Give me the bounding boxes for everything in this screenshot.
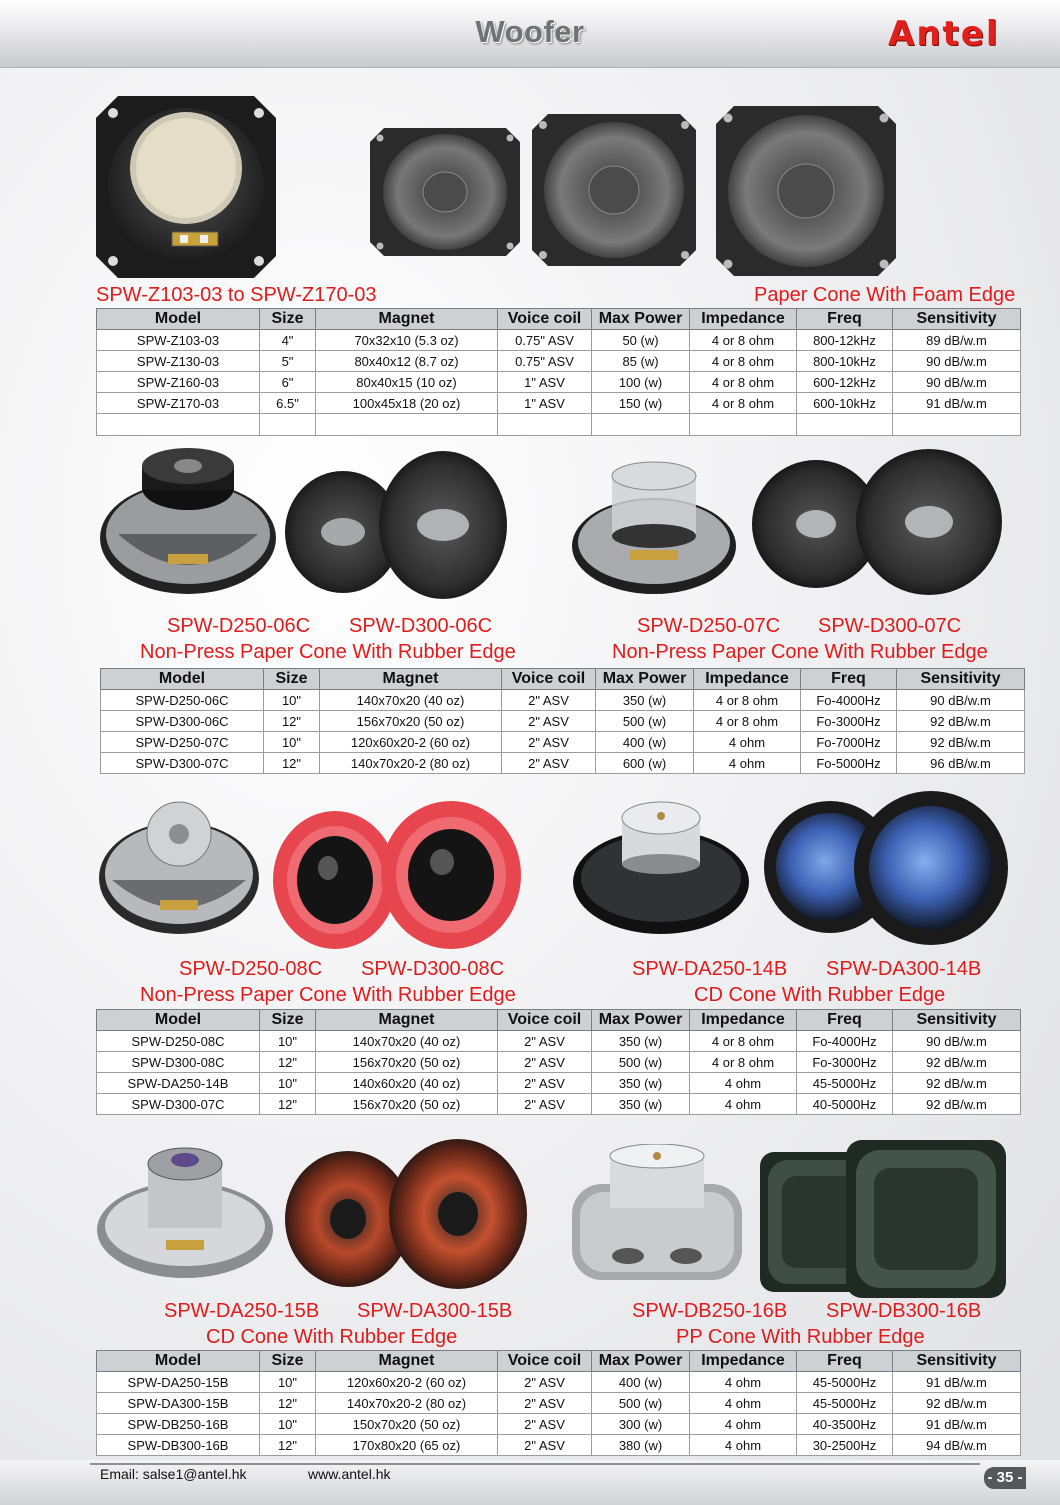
cell-model: SPW-D300-06C bbox=[101, 711, 264, 732]
page-number: - 35 - bbox=[984, 1467, 1026, 1489]
model-spw-d300-08c: SPW-D300-08C bbox=[361, 958, 505, 980]
cell-max-power: 500 (w) bbox=[592, 1052, 690, 1073]
cell-model: SPW-D250-06C bbox=[101, 690, 264, 711]
cell-model: SPW-D300-07C bbox=[97, 1094, 260, 1115]
col-magnet: Magnet bbox=[316, 309, 498, 330]
cell-voice-coil: 2" ASV bbox=[498, 1094, 592, 1115]
col-max-power: Max Power bbox=[596, 669, 694, 690]
cell-sensitivity: 91 dB/w.m bbox=[893, 1414, 1021, 1435]
cell-impedance: 4 or 8 ohm bbox=[694, 690, 801, 711]
cell-size: 6.5" bbox=[260, 393, 316, 414]
woofer-photo-da250-15b-rear bbox=[96, 1134, 274, 1282]
cell-size: 10" bbox=[264, 690, 320, 711]
cell-model: SPW-Z103-03 bbox=[97, 330, 260, 351]
col-magnet: Magnet bbox=[320, 669, 502, 690]
table-row bbox=[97, 1435, 1021, 1456]
cell-model: SPW-DB250-16B bbox=[97, 1414, 260, 1435]
table-row bbox=[97, 1372, 1021, 1393]
cell-voice-coil: 2" ASV bbox=[502, 732, 596, 753]
model-spw-da250-14b: SPW-DA250-14B bbox=[632, 958, 788, 980]
section1-cone-type: Paper Cone With Foam Edge bbox=[754, 284, 1016, 306]
woofer-photo-d300-07c-front bbox=[854, 446, 1004, 598]
col-freq: Freq bbox=[797, 309, 893, 330]
cell-impedance: 4 ohm bbox=[690, 1393, 797, 1414]
col-freq: Freq bbox=[797, 1351, 893, 1372]
cell-model: SPW-D300-07C bbox=[101, 753, 264, 774]
col-model: Model bbox=[101, 669, 264, 690]
col-voice-coil: Voice coil bbox=[498, 1351, 592, 1372]
col-magnet: Magnet bbox=[316, 1351, 498, 1372]
cell-max-power: 350 (w) bbox=[592, 1094, 690, 1115]
section2-right-desc: Non-Press Paper Cone With Rubber Edge bbox=[612, 641, 988, 663]
cell-max-power: 400 (w) bbox=[592, 1372, 690, 1393]
woofer-photo-d300-08c-front bbox=[380, 800, 522, 950]
cell-size: 12" bbox=[260, 1052, 316, 1073]
cell-max-power: 600 (w) bbox=[596, 753, 694, 774]
cell-model: SPW-D300-08C bbox=[97, 1052, 260, 1073]
cell-voice-coil: 2" ASV bbox=[498, 1073, 592, 1094]
spec-table-2 bbox=[100, 668, 1025, 774]
col-size: Size bbox=[260, 1010, 316, 1031]
cell-voice-coil: 2" ASV bbox=[502, 753, 596, 774]
cell-impedance: 4 or 8 ohm bbox=[690, 372, 797, 393]
woofer-photo-d250-08c-rear bbox=[98, 800, 260, 936]
cell-impedance: 4 ohm bbox=[690, 1435, 797, 1456]
model-spw-d250-07c: SPW-D250-07C bbox=[637, 615, 781, 637]
model-spw-db250-16b: SPW-DB250-16B bbox=[632, 1300, 788, 1322]
spec-table-4 bbox=[96, 1350, 1021, 1456]
woofer-photo-db300-16b-front bbox=[846, 1140, 1006, 1298]
cell-impedance: 4 or 8 ohm bbox=[690, 330, 797, 351]
cell-freq: 800-10kHz bbox=[797, 351, 893, 372]
cell-max-power: 150 (w) bbox=[592, 393, 690, 414]
cell-max-power: 85 (w) bbox=[592, 351, 690, 372]
cell-freq: Fo-3000Hz bbox=[801, 711, 897, 732]
col-voice-coil: Voice coil bbox=[498, 309, 592, 330]
section4-left-desc: CD Cone With Rubber Edge bbox=[206, 1326, 458, 1348]
woofer-photo-6in bbox=[716, 106, 896, 276]
woofer-photo-da300-15b-front bbox=[388, 1138, 528, 1290]
cell-sensitivity: 90 dB/w.m bbox=[893, 1031, 1021, 1052]
cell-size: 10" bbox=[260, 1372, 316, 1393]
cell-freq: 600-10kHz bbox=[797, 393, 893, 414]
col-voice-coil: Voice coil bbox=[498, 1010, 592, 1031]
cell-size: 12" bbox=[260, 1094, 316, 1115]
cell-freq: Fo-3000Hz bbox=[797, 1052, 893, 1073]
table-row bbox=[97, 351, 1021, 372]
col-size: Size bbox=[260, 309, 316, 330]
table-row bbox=[101, 690, 1025, 711]
table-row bbox=[97, 372, 1021, 393]
table-row bbox=[97, 330, 1021, 351]
cell-magnet: 120x60x20-2 (60 oz) bbox=[316, 1372, 498, 1393]
col-impedance: Impedance bbox=[690, 309, 797, 330]
cell-freq: 45-5000Hz bbox=[797, 1393, 893, 1414]
cell-model: SPW-D250-08C bbox=[97, 1031, 260, 1052]
col-sensitivity: Sensitivity bbox=[897, 669, 1025, 690]
page-title: Woofer bbox=[475, 14, 585, 49]
model-spw-d250-08c: SPW-D250-08C bbox=[179, 958, 323, 980]
cell-max-power: 100 (w) bbox=[592, 372, 690, 393]
model-spw-da300-14b: SPW-DA300-14B bbox=[826, 958, 982, 980]
woofer-photo-5in bbox=[532, 114, 696, 266]
footer-divider bbox=[90, 1463, 980, 1465]
col-voice-coil: Voice coil bbox=[502, 669, 596, 690]
table-header-row bbox=[97, 309, 1021, 330]
cell-size: 10" bbox=[260, 1073, 316, 1094]
section4-right-desc: PP Cone With Rubber Edge bbox=[676, 1326, 925, 1348]
cell-magnet: 140x70x20-2 (80 oz) bbox=[316, 1393, 498, 1414]
cell-freq: Fo-4000Hz bbox=[797, 1031, 893, 1052]
cell-sensitivity: 92 dB/w.m bbox=[893, 1094, 1021, 1115]
cell-magnet: 156x70x20 (50 oz) bbox=[316, 1052, 498, 1073]
cell-magnet: 170x80x20 (65 oz) bbox=[316, 1435, 498, 1456]
table-row bbox=[97, 1393, 1021, 1414]
cell-sensitivity: 92 dB/w.m bbox=[893, 1052, 1021, 1073]
cell-impedance: 4 ohm bbox=[690, 1073, 797, 1094]
cell-sensitivity: 92 dB/w.m bbox=[897, 732, 1025, 753]
cell-freq: 40-5000Hz bbox=[797, 1094, 893, 1115]
cell-model: SPW-Z160-03 bbox=[97, 372, 260, 393]
cell-magnet: 100x45x18 (20 oz) bbox=[316, 393, 498, 414]
woofer-photo-da300-14b-front bbox=[852, 790, 1010, 946]
model-spw-da300-15b: SPW-DA300-15B bbox=[357, 1300, 513, 1322]
cell-size: 5" bbox=[260, 351, 316, 372]
col-impedance: Impedance bbox=[690, 1010, 797, 1031]
cell-size: 12" bbox=[260, 1393, 316, 1414]
cell-freq: Fo-4000Hz bbox=[801, 690, 897, 711]
spec-table-1 bbox=[96, 308, 1021, 436]
cell-impedance: 4 or 8 ohm bbox=[690, 1052, 797, 1073]
cell-max-power: 350 (w) bbox=[592, 1031, 690, 1052]
cell-impedance: 4 or 8 ohm bbox=[690, 393, 797, 414]
cell-sensitivity: 92 dB/w.m bbox=[897, 711, 1025, 732]
cell-sensitivity: 91 dB/w.m bbox=[893, 393, 1021, 414]
woofer-photo-d300-06c-front bbox=[378, 450, 508, 600]
col-magnet: Magnet bbox=[316, 1010, 498, 1031]
cell-voice-coil: 2" ASV bbox=[498, 1435, 592, 1456]
cell-magnet: 156x70x20 (50 oz) bbox=[320, 711, 502, 732]
model-spw-db300-16b: SPW-DB300-16B bbox=[826, 1300, 982, 1322]
cell-magnet: 140x60x20 (40 oz) bbox=[316, 1073, 498, 1094]
cell-magnet: 70x32x10 (5.3 oz) bbox=[316, 330, 498, 351]
cell-magnet: 140x70x20 (40 oz) bbox=[316, 1031, 498, 1052]
cell-sensitivity: 91 dB/w.m bbox=[893, 1372, 1021, 1393]
cell-size: 12" bbox=[264, 753, 320, 774]
cell-voice-coil: 2" ASV bbox=[498, 1052, 592, 1073]
cell-model: SPW-Z130-03 bbox=[97, 351, 260, 372]
cell-max-power: 50 (w) bbox=[592, 330, 690, 351]
cell-freq: 600-12kHz bbox=[797, 372, 893, 393]
cell-sensitivity: 90 dB/w.m bbox=[893, 351, 1021, 372]
cell-max-power: 500 (w) bbox=[596, 711, 694, 732]
cell-voice-coil: 2" ASV bbox=[502, 711, 596, 732]
col-model: Model bbox=[97, 1010, 260, 1031]
section1-model-range: SPW-Z103-03 to SPW-Z170-03 bbox=[96, 284, 377, 306]
model-spw-d250-06c: SPW-D250-06C bbox=[167, 615, 311, 637]
model-spw-d300-07c: SPW-D300-07C bbox=[818, 615, 962, 637]
col-impedance: Impedance bbox=[690, 1351, 797, 1372]
cell-sensitivity: 90 dB/w.m bbox=[897, 690, 1025, 711]
table-row-empty bbox=[97, 414, 1021, 436]
section3-right-desc: CD Cone With Rubber Edge bbox=[694, 984, 946, 1006]
col-model: Model bbox=[97, 309, 260, 330]
cell-size: 6" bbox=[260, 372, 316, 393]
cell-voice-coil: 2" ASV bbox=[498, 1414, 592, 1435]
col-max-power: Max Power bbox=[592, 1010, 690, 1031]
table-header-row bbox=[101, 669, 1025, 690]
cell-impedance: 4 ohm bbox=[690, 1372, 797, 1393]
cell-size: 10" bbox=[260, 1031, 316, 1052]
cell-max-power: 380 (w) bbox=[592, 1435, 690, 1456]
model-spw-da250-15b: SPW-DA250-15B bbox=[164, 1300, 320, 1322]
cell-freq: 800-12kHz bbox=[797, 330, 893, 351]
cell-voice-coil: 0.75" ASV bbox=[498, 330, 592, 351]
cell-freq: 45-5000Hz bbox=[797, 1372, 893, 1393]
cell-impedance: 4 or 8 ohm bbox=[694, 711, 801, 732]
cell-size: 12" bbox=[264, 711, 320, 732]
table-row bbox=[97, 1031, 1021, 1052]
col-impedance: Impedance bbox=[694, 669, 801, 690]
cell-magnet: 156x70x20 (50 oz) bbox=[316, 1094, 498, 1115]
cell-sensitivity: 92 dB/w.m bbox=[893, 1393, 1021, 1414]
cell-impedance: 4 ohm bbox=[690, 1414, 797, 1435]
cell-magnet: 140x70x20 (40 oz) bbox=[320, 690, 502, 711]
cell-max-power: 350 (w) bbox=[592, 1073, 690, 1094]
cell-impedance: 4 or 8 ohm bbox=[690, 1031, 797, 1052]
cell-voice-coil: 2" ASV bbox=[498, 1031, 592, 1052]
model-spw-d300-06c: SPW-D300-06C bbox=[349, 615, 493, 637]
cell-freq: 30-2500Hz bbox=[797, 1435, 893, 1456]
spec-table-3 bbox=[96, 1009, 1021, 1115]
table-row bbox=[97, 1094, 1021, 1115]
col-max-power: Max Power bbox=[592, 1351, 690, 1372]
cell-freq: Fo-7000Hz bbox=[801, 732, 897, 753]
woofer-photo-db250-16b-rear bbox=[568, 1144, 746, 1284]
table-header-row bbox=[97, 1010, 1021, 1031]
cell-model: SPW-DA250-14B bbox=[97, 1073, 260, 1094]
cell-size: 10" bbox=[264, 732, 320, 753]
cell-max-power: 500 (w) bbox=[592, 1393, 690, 1414]
cell-max-power: 300 (w) bbox=[592, 1414, 690, 1435]
cell-magnet: 80x40x15 (10 oz) bbox=[316, 372, 498, 393]
cell-model: SPW-D250-07C bbox=[101, 732, 264, 753]
table-row bbox=[97, 1052, 1021, 1073]
cell-impedance: 4 ohm bbox=[694, 753, 801, 774]
cell-freq: Fo-5000Hz bbox=[801, 753, 897, 774]
cell-size: 4" bbox=[260, 330, 316, 351]
cell-impedance: 4 ohm bbox=[694, 732, 801, 753]
cell-voice-coil: 2" ASV bbox=[498, 1372, 592, 1393]
col-sensitivity: Sensitivity bbox=[893, 1010, 1021, 1031]
cell-sensitivity: 89 dB/w.m bbox=[893, 330, 1021, 351]
woofer-photo-d250-06c-rear bbox=[98, 446, 278, 596]
col-sensitivity: Sensitivity bbox=[893, 309, 1021, 330]
cell-max-power: 400 (w) bbox=[596, 732, 694, 753]
cell-voice-coil: 1" ASV bbox=[498, 393, 592, 414]
table-row bbox=[97, 1414, 1021, 1435]
section2-left-desc: Non-Press Paper Cone With Rubber Edge bbox=[140, 641, 516, 663]
cell-magnet: 140x70x20-2 (80 oz) bbox=[320, 753, 502, 774]
woofer-photo-d250-07c-rear bbox=[570, 446, 738, 598]
woofer-photo-da250-14b-rear bbox=[572, 796, 750, 936]
col-model: Model bbox=[97, 1351, 260, 1372]
cell-freq: 45-5000Hz bbox=[797, 1073, 893, 1094]
woofer-photo-4in bbox=[370, 128, 520, 256]
table-row bbox=[97, 393, 1021, 414]
cell-voice-coil: 0.75" ASV bbox=[498, 351, 592, 372]
cell-impedance: 4 ohm bbox=[690, 1094, 797, 1115]
footer-website-link[interactable]: www.antel.hk bbox=[308, 1466, 391, 1482]
cell-sensitivity: 96 dB/w.m bbox=[897, 753, 1025, 774]
col-freq: Freq bbox=[801, 669, 897, 690]
cell-size: 12" bbox=[260, 1435, 316, 1456]
cell-sensitivity: 94 dB/w.m bbox=[893, 1435, 1021, 1456]
table-row bbox=[101, 732, 1025, 753]
cell-model: SPW-DA300-15B bbox=[97, 1393, 260, 1414]
cell-sensitivity: 90 dB/w.m bbox=[893, 372, 1021, 393]
cell-impedance: 4 or 8 ohm bbox=[690, 351, 797, 372]
col-sensitivity: Sensitivity bbox=[893, 1351, 1021, 1372]
cell-model: SPW-DB300-16B bbox=[97, 1435, 260, 1456]
table-row bbox=[97, 1073, 1021, 1094]
table-row bbox=[101, 711, 1025, 732]
col-max-power: Max Power bbox=[592, 309, 690, 330]
cell-voice-coil: 1" ASV bbox=[498, 372, 592, 393]
brand-logo: Antel bbox=[888, 14, 1000, 54]
col-size: Size bbox=[260, 1351, 316, 1372]
cell-model: SPW-Z170-03 bbox=[97, 393, 260, 414]
cell-magnet: 120x60x20-2 (60 oz) bbox=[320, 732, 502, 753]
table-header-row bbox=[97, 1351, 1021, 1372]
col-size: Size bbox=[264, 669, 320, 690]
cell-freq: 40-3500Hz bbox=[797, 1414, 893, 1435]
section3-left-desc: Non-Press Paper Cone With Rubber Edge bbox=[140, 984, 516, 1006]
cell-voice-coil: 2" ASV bbox=[498, 1393, 592, 1414]
cell-max-power: 350 (w) bbox=[596, 690, 694, 711]
footer-email[interactable]: Email: salse1@antel.hk bbox=[100, 1466, 247, 1482]
cell-model: SPW-DA250-15B bbox=[97, 1372, 260, 1393]
woofer-photo-square-rear bbox=[96, 96, 276, 278]
cell-sensitivity: 92 dB/w.m bbox=[893, 1073, 1021, 1094]
cell-size: 10" bbox=[260, 1414, 316, 1435]
table-row bbox=[101, 753, 1025, 774]
col-freq: Freq bbox=[797, 1010, 893, 1031]
cell-voice-coil: 2" ASV bbox=[502, 690, 596, 711]
cell-magnet: 80x40x12 (8.7 oz) bbox=[316, 351, 498, 372]
cell-magnet: 150x70x20 (50 oz) bbox=[316, 1414, 498, 1435]
